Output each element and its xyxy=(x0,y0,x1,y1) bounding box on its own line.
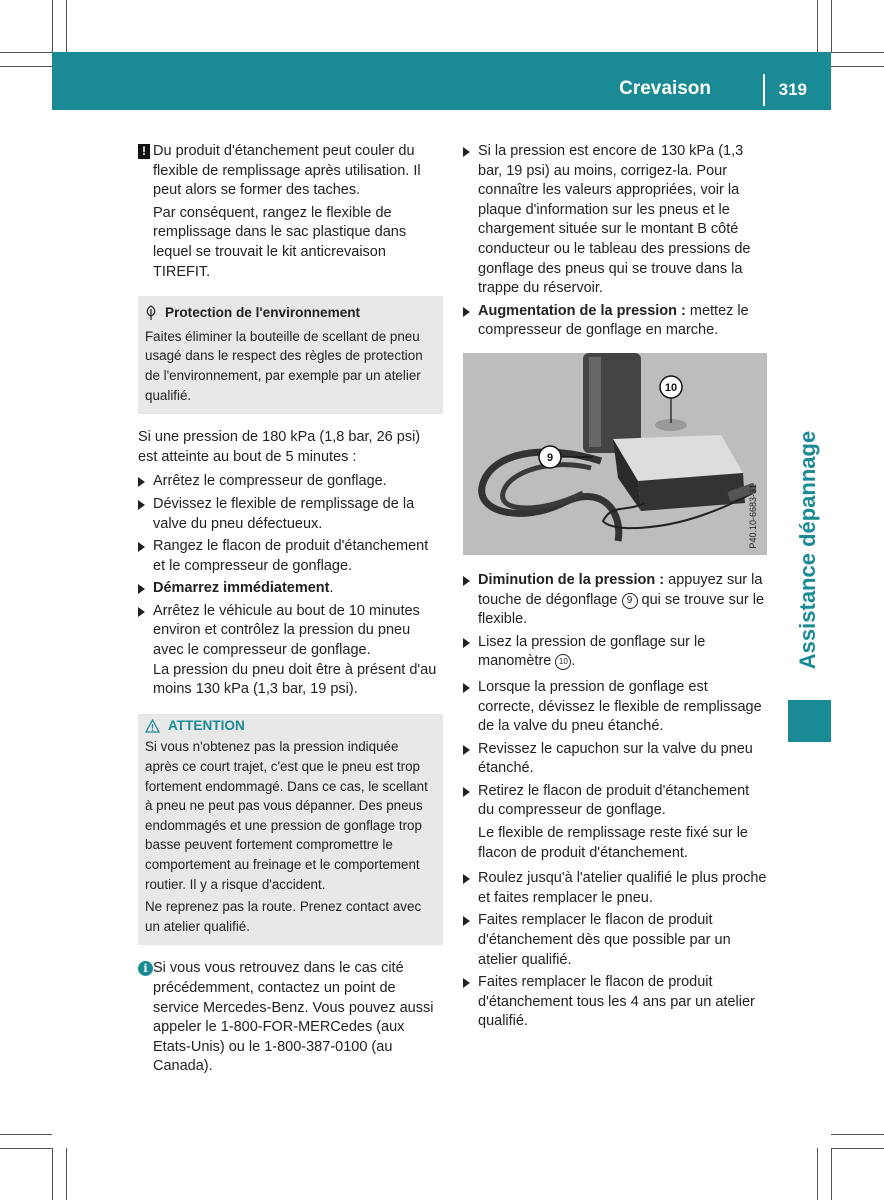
header-bar xyxy=(52,52,831,110)
left-column xyxy=(138,142,443,1077)
figure-code: P40.10-6683-31 xyxy=(748,484,759,549)
warning-text: Du produit d'étanchement peut couler du flexible de remplissage après utilisation. Il peut alors se former des taches. xyxy=(153,143,421,199)
header-divider xyxy=(763,74,765,106)
list-item: Retirez le flacon de produit d'étanchement du compresseur de gonflage. Le flexible de remplissage reste fixé sur le flacon de produit d'étanchement. xyxy=(463,782,768,863)
crop-mark xyxy=(52,0,53,52)
list-item: Dévissez le flexible de remplissage de la valve du pneu défectueux. xyxy=(138,495,443,534)
side-tab-block xyxy=(788,700,831,742)
crop-mark xyxy=(66,0,67,52)
callout-ref-9: 9 xyxy=(622,593,638,609)
crop-mark xyxy=(831,0,832,52)
attention-box xyxy=(138,714,443,946)
page-number: 319 xyxy=(778,80,807,99)
compressor-photo xyxy=(463,353,767,555)
crop-mark xyxy=(817,0,818,52)
list-item: Augmentation de la pression : mettez le compresseur de gonflage en marche. xyxy=(463,302,768,341)
crop-mark xyxy=(831,1134,884,1135)
crop-mark xyxy=(831,1148,832,1200)
leaf-icon xyxy=(145,305,157,321)
list-item: Roulez jusqu'à l'atelier qualifié le plus proche et faites remplacer le pneu. xyxy=(463,869,768,908)
section-title: Crevaison xyxy=(619,78,711,99)
attention-text: Ne reprenez pas la route. Prenez contact avec un atelier qualifié. xyxy=(145,899,422,934)
info-note xyxy=(138,959,443,1077)
environment-title: Protection de l'environnement xyxy=(145,303,435,323)
list-item-note: Le flexible de remplissage reste fixé sur le flacon de produit d'étanchement. xyxy=(478,825,748,861)
list-item: Faites remplacer le flacon de produit d'étanchement tous les 4 ans par un atelier qualifié. xyxy=(463,973,768,1032)
callout-10: 10 xyxy=(664,381,678,394)
list-item: Diminution de la pression : appuyez sur la touche de dégonflage 9 qui se trouve sur le flexible. xyxy=(463,571,768,630)
list-item: Faites remplacer le flacon de produit d'étanchement dès que possible par un atelier qualifié. xyxy=(463,911,768,970)
list-item: Lorsque la pression de gonflage est correcte, dévissez le flexible de remplissage de la valve du pneu étanché. xyxy=(463,678,768,737)
list-item: Si la pression est encore de 130 kPa (1,3 bar, 19 psi) au moins, corrigez-la. Pour connaître les valeurs appropriées, voir la plaque d'information sur les pneus et le chargement située sur le montant B côté conducteur ou le tableau des pressions de gonflage des pneus qui se trouve dans la trappe du réservoir. xyxy=(463,142,768,299)
paragraph: Si une pression de 180 kPa (1,8 bar, 26 psi) est atteinte au bout de 5 minutes : xyxy=(138,429,421,465)
environment-box xyxy=(138,296,443,414)
crop-mark xyxy=(66,1148,67,1200)
crop-mark xyxy=(0,1148,52,1149)
info-text: Si vous vous retrouvez dans le cas cité précédemment, contactez un point de service Mercedes-Benz. Vous pouvez aussi appeler le 1-800-FOR-MERCedes (aux Etats-Unis) ou le 1-800-387-0100 (au Canada). xyxy=(153,960,434,1075)
right-column xyxy=(463,142,768,1035)
crop-mark xyxy=(0,52,52,53)
callout-9: 9 xyxy=(546,451,554,464)
crop-mark xyxy=(831,1148,884,1149)
attention-title: ATTENTION xyxy=(145,716,435,736)
list-item: Revissez le capuchon sur la valve du pneu étanché. xyxy=(463,740,768,779)
side-tab xyxy=(788,400,828,700)
crop-mark xyxy=(831,66,884,67)
warning-triangle-icon xyxy=(145,719,160,733)
list-item: Rangez le flacon de produit d'étanchement et le compresseur de gonflage. xyxy=(138,537,443,576)
crop-mark xyxy=(0,1134,52,1135)
environment-text: Faites éliminer la bouteille de scellant de pneu usagé dans le respect des règles de protection de l'environnement, par exemple par un atelier qualifié. xyxy=(145,328,423,403)
info-icon: i xyxy=(138,961,153,976)
list-item: Lisez la pression de gonflage sur le manomètre 10 . xyxy=(463,633,768,672)
crop-mark xyxy=(831,52,884,53)
crop-mark xyxy=(52,1148,53,1200)
compressor-illustration xyxy=(463,353,767,555)
warning-text: Par conséquent, rangez le flexible de remplissage dans le sac plastique dans lequel se trouvait le kit anticrevaison TIREFIT. xyxy=(153,204,407,280)
crop-mark xyxy=(0,66,52,67)
crop-mark xyxy=(817,1148,818,1200)
exclamation-icon: ! xyxy=(138,144,150,159)
callout-ref-10: 10 xyxy=(555,654,571,670)
list-item: Démarrez immédiatement. xyxy=(138,579,443,599)
list-item-note: La pression du pneu doit être à présent d'au moins 130 kPa (1,3 bar, 19 psi). xyxy=(153,661,437,698)
warning-note xyxy=(138,142,443,282)
attention-text: Si vous n'obtenez pas la pression indiquée après ce court trajet, c'est que le pneu est trop fortement endommagé. Dans ce cas, le scellant à pneu ne peut pas vous dépanner. Des pneus endommagés et une pression de gonflage trop basse peuvent fortement compromettre le comportement au freinage et le comportement routier. Il y a risque d'accident. xyxy=(145,739,428,892)
list-item: Arrêtez le véhicule au bout de 10 minutes environ et contrôlez la pression du pneu avec le compresseur de gonflage. La pression du pneu doit être à présent d'au moins 130 kPa (1,3 bar, 19 psi). xyxy=(138,602,443,700)
list-item: Arrêtez le compresseur de gonflage. xyxy=(138,472,443,492)
side-tab-label: Assistance dépannage xyxy=(795,430,820,670)
